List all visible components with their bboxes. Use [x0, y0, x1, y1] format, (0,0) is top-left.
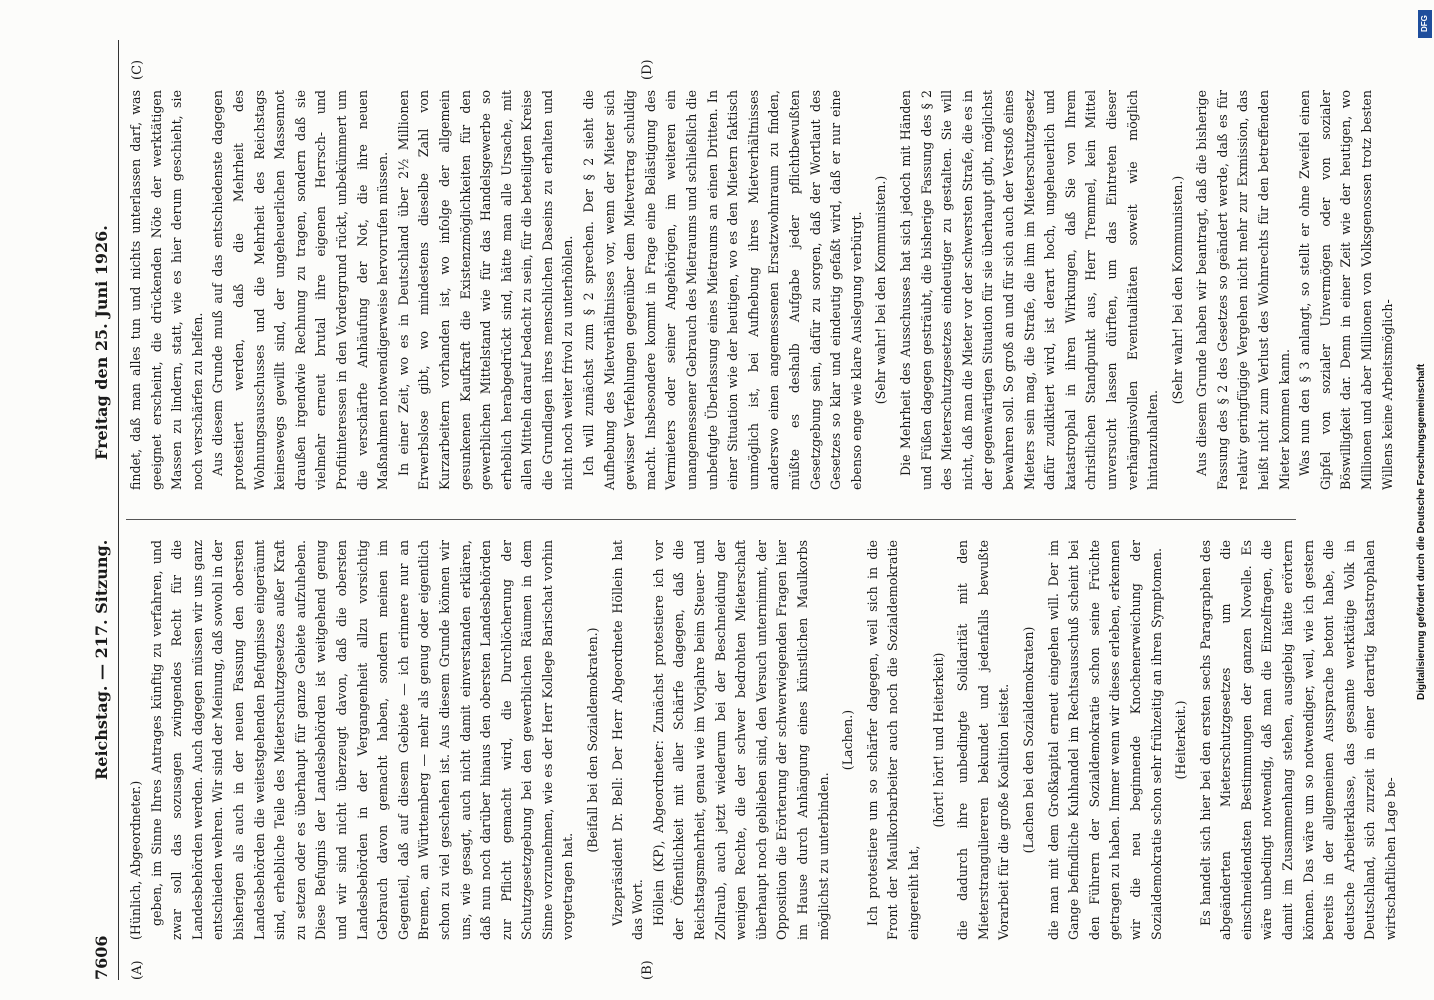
interjection: (Sehr wahr! bei den Kommunisten.): [1169, 175, 1185, 405]
assembly-title: Reichstag. — 217. Sitzung.: [92, 539, 111, 780]
session-date: Freitag den 25. Juni 1926.: [92, 225, 111, 460]
paragraph: Vizepräsident Dr. Bell: Der Herr Abgeordnete Höllein hat das Wort.: [609, 540, 646, 940]
page-number: 7606: [92, 935, 111, 980]
interjection: (Beifall bei den Sozialdemokraten.): [585, 627, 601, 853]
paragraph: Ich will zunächst zum § 2 sprechen. Der § 2 sieht die Aufhebung des Mietverhältnisses vor, wenn der Mieter sich gewisser Verfehlungen gegenüber dem Mietvertrag schuldig macht. Insbesondere kommt in Frage eine Belästigung des Vermieters oder seiner Angehörigen, im weiteren ein unangemessener Gebrauch des Mietraums und schließlich die unbefugte Überlassung eines Mietraums an einen Dritten. In einer Situation wie der heutigen, wo es den Mietern faktisch unmöglich ist, bei Aufhebung ihres Mietverhältnisses anderswo einen angemessenen Ersatzwohnraum zu finden, müßte es deshalb Aufgabe jeder pflichtbewußten Gesetzgebung sein, dafür zu sorgen, daß der Wortlaut des Gesetzes so klar und eindeutig gefaßt wird, daß er nur eine ebenso enge wie klare Auslegung verbürgt.: [581, 90, 864, 490]
paragraph: Ich protestiere um so schärfer dagegen, weil sich in die Front der Maulkorbarbeiter auch noch die Sozialdemokratie eingereiht hat,: [864, 540, 921, 940]
digitization-credit: Digitalisierung gefördert durch die Deutsche Forschungsgemeinschaft: [1416, 363, 1427, 700]
dfg-logo: DFG: [1418, 10, 1432, 38]
interjection: (Lachen.): [840, 709, 856, 771]
paragraph: Die Mehrheit des Ausschusses hat sich jedoch mit Händen und Füßen dagegen gesträubt, die bisherige Fassung des § 2 des Mieterschutzgesetzes eindeutiger zu gestalten. Sie will nicht, daß man die Mieter vor der schwersten Strafe, die es in der gegenwärtigen Situation für sie überhaupt gibt, möglichst bewahren soll. So groß an und für sich auch der Verstoß eines Mieters sein mag, die Strafe, die ihm im Mieterschutzgesetz dafür zudiktiert wird, ist derart hoch, ungeheuerlich und katastrophal in ihren Wirkungen, daß Sie von Ihrem christlichen Standpunkt aus, Herr Tremmel, kein Mittel unversucht lassen dürften, um das Eintreten dieser verhängnisvollen Eventualitäten soweit wie möglich hintanzuhalten.: [897, 90, 1161, 490]
interjection: (Sehr wahr! bei den Kommunisten.): [873, 175, 889, 405]
margin-mark-d: (D): [640, 59, 655, 80]
document-page: [80, 40, 1420, 980]
header-rule: [118, 40, 119, 980]
margin-mark-a: (A): [130, 960, 145, 980]
rotated-page: [80, 40, 1399, 980]
interjection: (Heiterkeit.): [1173, 700, 1189, 780]
paragraph: geben, im Sinne Ihres Antrages künftig zu verfahren, und zwar soll das sozusagen zwingendes Recht für die Landesbehörden werden. Auch dagegen müssen wir uns ganz entschieden wehren. Wir sind der Meinung, daß sowohl in der bisherigen als auch in der neuen Fassung den obersten Landesbehörden die weitestgehenden Befugnisse eingeräumt sind, erhebliche Teile des Mieterschutzgesetzes außer Kraft zu setzen oder es überhaupt für ganze Gebiete aufzuheben. Diese Befugnis der Landesbehörden ist weitgehend genug und wir sind nicht überzeugt davon, daß die obersten Landesbehörden in der Vergangenheit allzu vorsichtig Gebrauch davon gemacht haben, sondern meinen im Gegenteil, daß auf diesem Gebiete — ich erinnere nur an Bremen, an Württemberg — mehr als genug oder eigentlich schon zu viel geschehen ist. Aus diesem Grunde können wir uns, wie gesagt, auch nicht damit einverstanden erklären, daß nun noch darüber hinaus den obersten Landesbehörden zur Pflicht gemacht wird, die Durchlöcherung der Schutzgesetzgebung bei den gewerblichen Räumen in dem Sinne vorzunehmen, wie es der Herr Kollege Barischat vorhin vorgetragen hat.: [148, 540, 576, 940]
text-column-right: [126, 90, 1395, 490]
paragraph: Es handelt sich hier bei den ersten sechs Paragraphen des abgeänderten Mieterschutzgesetzes um die einschneidendsten Bestimmungen der ganzen Novelle. Es wäre unbedingt notwendig, daß man die Einzelfragen, die damit im Zusammenhang stehen, ausgiebig hätte erörtern können. Das wäre um so notwendiger, weil, wie ich gestern bereits in der allgemeinen Aussprache betont habe, die deutsche Arbeiterklasse, das gesamte werktätige Volk in Deutschland, sich zurzeit in einer derartig katastrophalen wirtschaftlichen Lage be-: [1197, 540, 1399, 940]
paragraph: die man mit dem Großkapital erneut eingehen will. Der im Gange befindliche Kuhhandel im Rechtsausschuß scheint bei den Führern der Sozialdemokratie schon seine Früchte getragen zu haben. Immer wenn wir dieses erleben, erkennen wir die neu beginnende Knochenerweichung der Sozialdemokratie schon sehr frühzeitig an ihren Symptomen.: [1045, 540, 1164, 940]
margin-mark-b: (B): [640, 960, 655, 980]
paragraph: Aus diesem Grunde haben wir beantragt, daß die bisherige Fassung des § 2 des Gesetzes so geändert werde, daß es für relativ geringfügige Vergehen nicht mehr zur Exmission, das heißt nicht zum Verlust des Wohnrechts für den betreffenden Mieter kommen kann.: [1194, 90, 1292, 490]
interjection: (hört! hört! und Heiterkeit): [930, 652, 946, 828]
paragraph: Aus diesem Grunde muß auf das entschiedenste dagegen protestiert werden, daß die Mehrheit des Wohnungsausschusses und die Mehrheit des Reichstags keineswegs gewillt sind, der ungeheuerlichen Massennot draußen irgendwie Rechnung zu tragen, sondern daß sie vielmehr erneut brutal ihre eigenen Herrsch- und Profitinteressen in den Vordergrund rückt, unbekümmert um die verschärfte Anhäufung der Not, die ihre neuen Maßnahmen notwendigerweise hervorrufen müssen.: [210, 90, 391, 490]
margin-mark-c: (C): [130, 59, 145, 80]
paragraph: Was nun den § 3 anlangt, so stellt er ohne Zweifel einen Gipfel von sozialer Unvermögen oder von sozialer Böswilligkeit dar. Denn in einer Zeit wie der heutigen, wo Millionen und aber Millionen von Volksgenossen trotz besten Willens keine Arbeitsmöglich-: [1297, 90, 1395, 490]
interjection: (Lachen bei den Sozialdemokraten): [1020, 626, 1036, 854]
digitization-sidebar: [1414, 0, 1434, 1000]
paragraph: Höllein (KP), Abgeordneter: Zunächst protestiere ich vor der Öffentlichkeit mit aller Schärfe dagegen, daß die Reichstagsmehrheit, genau wie im Vorjahre beim Steuer- und Zollraub, auch jetzt wiederum bei der Beschneidung der wenigen Rechte, die der schwer bedrohten Mieterschaft überhaupt noch geblieben sind, den Versuch unternimmt, der Opposition die Erörterung der schwerwiegenden Fragen hier im Hause durch Anhängung eines künstlichen Maulkorbs möglichst zu unterbinden.: [650, 540, 831, 940]
column-divider: [126, 519, 1296, 520]
paragraph: die dadurch ihre unbedingte Solidarität mit den Mieterstranguliereren bekundet und jedenfalls bewußte Vorarbeit für die große Koalition leistet.: [955, 540, 1012, 940]
speaker-continuation: (Hünlich, Abgeordneter.): [128, 780, 143, 940]
paragraph: In einer Zeit, wo es in Deutschland über 2½ Millionen Erwerbslose gibt, wo mindestens dieselbe Zahl von Kurzarbeitern vorhanden ist, wo infolge der allgemein gesunkenen Kaufkraft die Existenzmöglichkeiten für den gewerblichen Mittelstand wie für das Handelsgewerbe so erheblich herabgedrückt sind, hätte man alle Ursache, mit allen Mitteln darauf bedacht zu sein, für die beteiligten Kreise die Grundlagen ihres menschlichen Daseins zu erhalten und nicht noch weiter frivol zu unterhöhlen.: [395, 90, 576, 490]
text-column-left: [126, 540, 1399, 940]
paragraph: findet, daß man alles tun und nichts unterlassen darf, was geeignet erscheint, die drückenden Nöte der werktätigen Massen zu lindern, statt, wie es hier derum geschieht, sie noch verschärfen zu helfen.: [128, 90, 205, 490]
